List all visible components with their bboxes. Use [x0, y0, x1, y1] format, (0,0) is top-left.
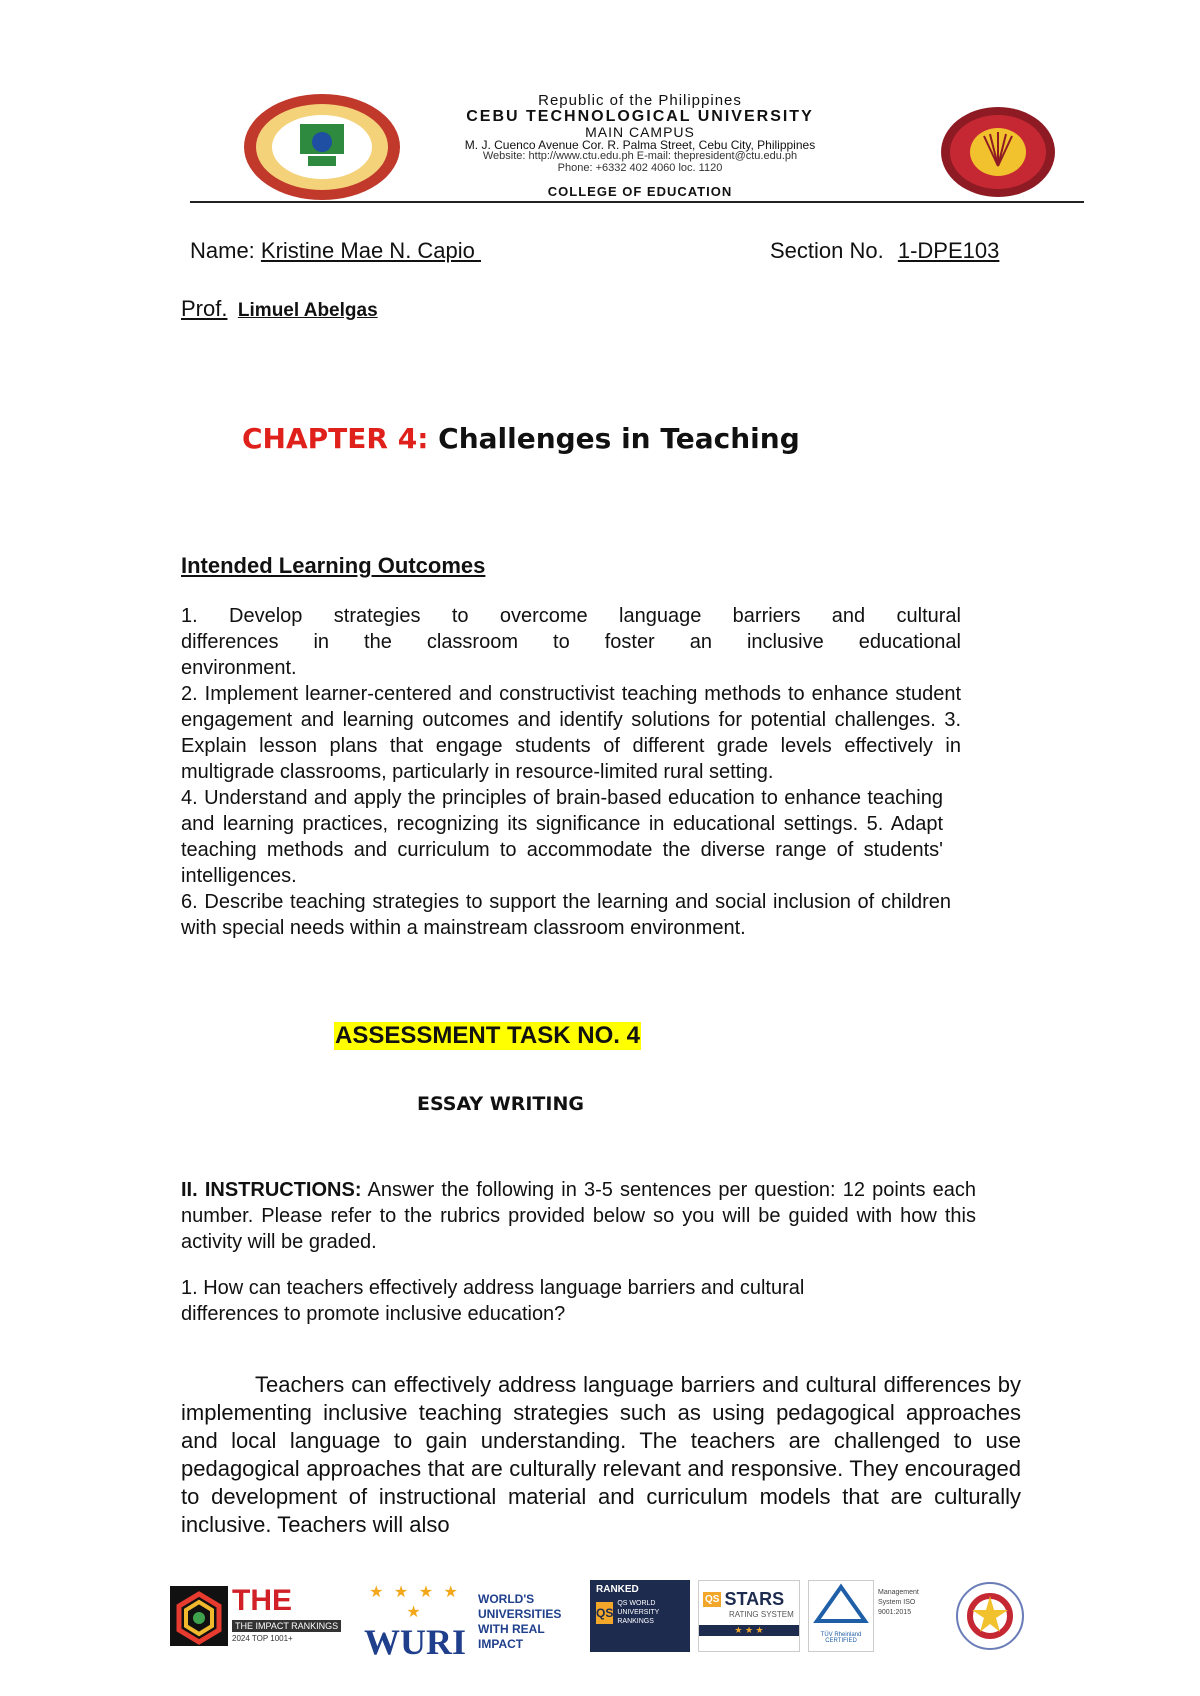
wuri-tagline-text: WORLD'S UNIVERSITIES WITH REAL IMPACT	[478, 1592, 562, 1651]
answer-1	[181, 1371, 1021, 1539]
ilo-item-1-line-3: environment.	[181, 657, 297, 679]
wuri-logo	[360, 1580, 470, 1662]
qs-stars-logo	[698, 1580, 800, 1652]
ilo-item-1-line-1: 1. Develop strategies to overcome language barriers and cultural	[181, 605, 961, 627]
chapter-label: CHAPTER 4:	[242, 422, 429, 455]
qs-text: QS WORLD UNIVERSITY RANKINGS	[617, 1600, 660, 1625]
the-impact-text: THE IMPACT RANKINGS	[232, 1620, 341, 1632]
ilo-item-1-line-2: differences in the classroom to foster an inclusive educational	[181, 631, 961, 653]
header-divider	[190, 201, 1084, 203]
asean-emblem-icon	[940, 106, 1056, 198]
prof-label: Prof.	[181, 296, 228, 321]
wuri-tagline	[478, 1580, 582, 1652]
stars-text: STARS	[724, 1589, 785, 1609]
quality-seal-icon	[954, 1580, 1026, 1652]
qs-stars-badge-icon: QS	[705, 1594, 720, 1605]
chapter-title: Challenges in Teaching	[438, 422, 800, 455]
assessment-title: ASSESSMENT TASK NO. 4	[335, 1022, 640, 1049]
stars-sub-text: RATING SYSTEM	[729, 1610, 794, 1619]
assessment-subtitle: ESSAY WRITING	[417, 1093, 584, 1115]
ilo-item-6: 6. Describe teaching strategies to support the learning and social inclusion of children with special needs within a mainstream classroom environment.	[181, 891, 951, 939]
republic-line: Republic of the Philippines	[538, 92, 742, 109]
section-field	[770, 238, 999, 264]
qs-ranked-logo	[590, 1580, 690, 1652]
ilo-list	[181, 603, 961, 941]
footer-logos	[170, 1580, 1050, 1660]
ilo-item-4: 4. Understand and apply the principles of brain-based education to enhance teaching and learning practices, recognizing its significance in educational settings. 5. Adapt teaching methods and curriculum to accommodate the diverse range of students' intelligences.	[181, 787, 943, 887]
address-line: M. J. Cuenco Avenue Cor. R. Palma Street, Cebu City, Philippines	[464, 138, 816, 152]
tuv-text: TÜV Rheinland CERTIFIED	[820, 1632, 862, 1644]
section-label: Section No.	[770, 238, 884, 263]
tuv-logo	[808, 1580, 874, 1652]
question-1: 1. How can teachers effectively address language barriers and cultural differences to promote inclusive education?	[181, 1277, 805, 1325]
website-line: Website: http://www.ctu.edu.ph E-mail: thepresident@ctu.edu.ph	[482, 150, 798, 162]
wuri-text: WURI	[363, 1622, 466, 1662]
instructions	[181, 1177, 976, 1255]
phone-line: Phone: +6332 402 4060 loc. 1120	[557, 162, 723, 174]
qs-badge-icon: QS	[596, 1602, 613, 1624]
section-value: 1-DPE103	[897, 238, 1000, 263]
qs-ranked-text: RANKED	[596, 1584, 639, 1595]
university-seal-icon	[242, 92, 402, 202]
the-top-text: 2024 TOP 1001+	[232, 1634, 293, 1643]
professor-field	[181, 296, 378, 322]
chapter-heading	[242, 422, 800, 455]
tuv-triangle-icon	[809, 1581, 873, 1627]
qs-stars-bar: ★ ★ ★	[699, 1625, 799, 1636]
ilo-heading: Intended Learning Outcomes	[181, 553, 486, 578]
prof-value: Limuel Abelgas	[237, 300, 378, 321]
college-name: COLLEGE OF EDUCATION	[547, 184, 733, 199]
campus-name: MAIN CAMPUS	[585, 124, 695, 140]
university-name: CEBU TECHNOLOGICAL UNIVERSITY	[466, 108, 814, 125]
name-field	[190, 238, 481, 264]
the-hexagon-icon	[170, 1580, 228, 1652]
ilo-item-2: 2. Implement learner-centered and constructivist teaching methods to enhance student engagement and learning outcomes and identify solutions for potential challenges. 3. Explain lesson plans that engage students of different grade levels effectively in multigrade classrooms, particularly in resource-limited rural setting.	[181, 683, 961, 783]
stars-rating-icon: ★ ★ ★ ★ ★	[369, 1584, 461, 1621]
answer-1-text: Teachers can effectively address language barriers and cultural differences by implementing inclusive teaching strategies such as using pedagogical approaches and local language to gain understanding. The teachers are challenged to use pedagogical approaches that are culturally relevant and responsive. They encouraged to development of instructional material and curriculum models that are culturally inclusive. Teachers will also	[181, 1372, 1021, 1537]
instructions-text: Answer the following in 3-5 sentences per question: 12 points each number. Please refer to the rubrics provided below so you will be guided with how this activity will be graded.	[181, 1179, 976, 1253]
name-value: Kristine Mae N. Capio	[260, 238, 482, 263]
name-label: Name:	[190, 238, 255, 263]
the-impact-logo: THE THE IMPACT RANKINGS 2024 TOP 1001+	[232, 1580, 342, 1652]
iso-text: Management System ISO 9001:2015	[878, 1589, 919, 1616]
iso-logo	[878, 1580, 944, 1652]
instructions-label: II. INSTRUCTIONS:	[181, 1179, 362, 1201]
